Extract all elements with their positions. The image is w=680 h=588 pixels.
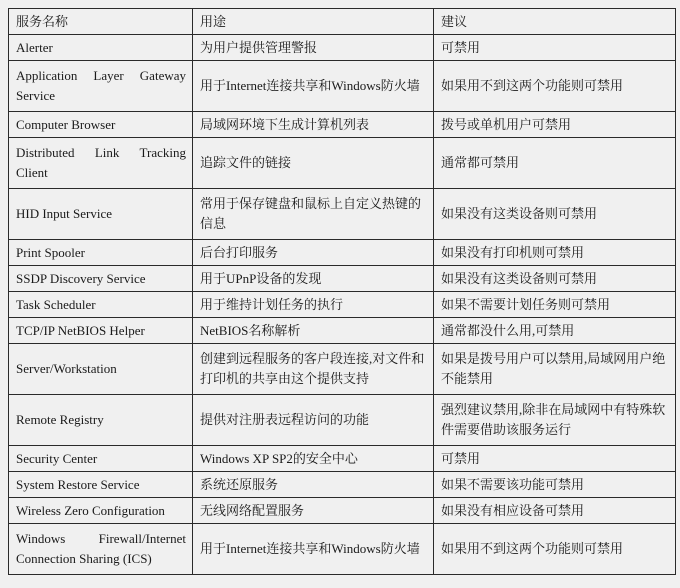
service-name: HID Input Service bbox=[9, 189, 193, 240]
header-service-name: 服务名称 bbox=[9, 9, 193, 35]
service-name: Computer Browser bbox=[9, 112, 193, 138]
service-advice: 如果用不到这两个功能则可禁用 bbox=[434, 61, 676, 112]
service-advice: 如果是拨号用户可以禁用,局域网用户绝不能禁用 bbox=[434, 344, 676, 395]
service-purpose: 用于Internet连接共享和Windows防火墙 bbox=[193, 524, 434, 575]
service-name: Task Scheduler bbox=[9, 292, 193, 318]
service-purpose: 为用户提供管理警报 bbox=[193, 35, 434, 61]
service-name: Print Spooler bbox=[9, 240, 193, 266]
service-advice: 如果不需要计划任务则可禁用 bbox=[434, 292, 676, 318]
service-purpose: 局域网环境下生成计算机列表 bbox=[193, 112, 434, 138]
table-row bbox=[9, 472, 676, 498]
table-row bbox=[9, 498, 676, 524]
service-purpose: 用于维持计划任务的执行 bbox=[193, 292, 434, 318]
table-header-row bbox=[9, 9, 676, 35]
table-row bbox=[9, 266, 676, 292]
table-row bbox=[9, 112, 676, 138]
service-advice: 如果没有打印机则可禁用 bbox=[434, 240, 676, 266]
service-purpose: 用于UPnP设备的发现 bbox=[193, 266, 434, 292]
service-name: Server/Workstation bbox=[9, 344, 193, 395]
service-advice: 如果不需要该功能可禁用 bbox=[434, 472, 676, 498]
service-name: Wireless Zero Configuration bbox=[9, 498, 193, 524]
service-purpose: NetBIOS名称解析 bbox=[193, 318, 434, 344]
table-row bbox=[9, 395, 676, 446]
service-name: SSDP Discovery Service bbox=[9, 266, 193, 292]
service-advice: 如果用不到这两个功能则可禁用 bbox=[434, 524, 676, 575]
header-purpose: 用途 bbox=[193, 9, 434, 35]
service-name: TCP/IP NetBIOS Helper bbox=[9, 318, 193, 344]
service-name: Security Center bbox=[9, 446, 193, 472]
service-purpose: 系统还原服务 bbox=[193, 472, 434, 498]
service-advice: 可禁用 bbox=[434, 446, 676, 472]
header-advice: 建议 bbox=[434, 9, 676, 35]
service-purpose: 常用于保存键盘和鼠标上自定义热键的信息 bbox=[193, 189, 434, 240]
table-row bbox=[9, 318, 676, 344]
service-advice: 如果没有这类设备则可禁用 bbox=[434, 189, 676, 240]
service-advice: 通常都没什么用,可禁用 bbox=[434, 318, 676, 344]
service-name: System Restore Service bbox=[9, 472, 193, 498]
service-purpose: 无线网络配置服务 bbox=[193, 498, 434, 524]
service-advice: 如果没有相应设备可禁用 bbox=[434, 498, 676, 524]
table-row bbox=[9, 344, 676, 395]
service-advice: 如果没有这类设备则可禁用 bbox=[434, 266, 676, 292]
service-name: Windows Firewall/Internet Connection Sharing (ICS) bbox=[9, 524, 193, 575]
service-advice: 拨号或单机用户可禁用 bbox=[434, 112, 676, 138]
table-row bbox=[9, 35, 676, 61]
service-advice: 可禁用 bbox=[434, 35, 676, 61]
table-row bbox=[9, 189, 676, 240]
table-row bbox=[9, 292, 676, 318]
service-purpose: 用于Internet连接共享和Windows防火墙 bbox=[193, 61, 434, 112]
service-advice: 强烈建议禁用,除非在局域网中有特殊软件需要借助该服务运行 bbox=[434, 395, 676, 446]
service-purpose: 追踪文件的链接 bbox=[193, 138, 434, 189]
service-advice: 通常都可禁用 bbox=[434, 138, 676, 189]
service-purpose: 创建到远程服务的客户段连接,对文件和打印机的共享由这个提供支持 bbox=[193, 344, 434, 395]
table-row bbox=[9, 446, 676, 472]
table-row bbox=[9, 138, 676, 189]
table-row bbox=[9, 61, 676, 112]
service-purpose: 提供对注册表远程访问的功能 bbox=[193, 395, 434, 446]
service-name: Distributed Link Tracking Client bbox=[9, 138, 193, 189]
table-row bbox=[9, 524, 676, 575]
service-purpose: 后台打印服务 bbox=[193, 240, 434, 266]
services-table bbox=[8, 8, 676, 575]
service-name: Alerter bbox=[9, 35, 193, 61]
service-purpose: Windows XP SP2的安全中心 bbox=[193, 446, 434, 472]
table-row bbox=[9, 240, 676, 266]
service-name: Application Layer Gateway Service bbox=[9, 61, 193, 112]
service-name: Remote Registry bbox=[9, 395, 193, 446]
